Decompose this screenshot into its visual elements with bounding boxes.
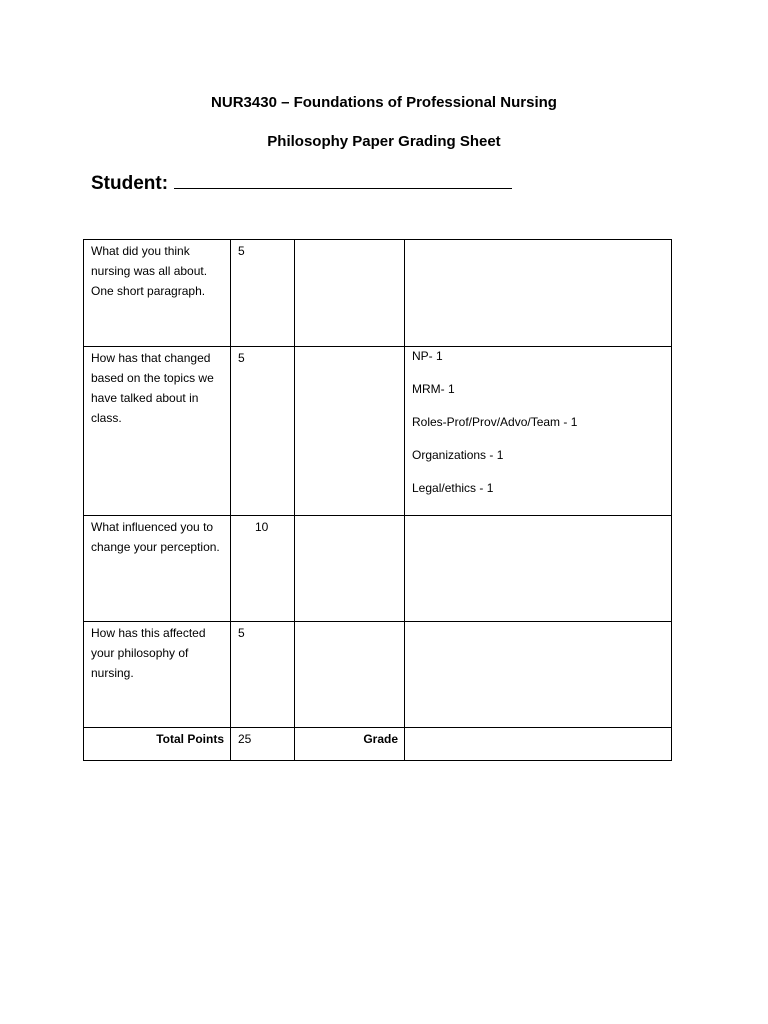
table-row <box>84 516 672 622</box>
score-cell <box>295 347 405 516</box>
student-name-blank <box>174 171 512 189</box>
question-cell: What did you think nursing was all about. One short paragraph. <box>84 240 231 347</box>
question-cell: What influenced you to change your perception. <box>84 516 231 622</box>
score-cell <box>295 622 405 728</box>
grading-table <box>83 239 672 761</box>
student-field <box>91 171 512 195</box>
criteria-item: MRM- 1 <box>412 382 455 396</box>
criteria-item: Legal/ethics - 1 <box>412 481 494 495</box>
table-row <box>84 622 672 728</box>
criteria-item: NP- 1 <box>412 349 443 363</box>
points-cell: 5 <box>231 622 295 728</box>
criteria-item: Organizations - 1 <box>412 448 504 462</box>
points-cell: 5 <box>231 347 295 516</box>
points-cell: 5 <box>231 240 295 347</box>
score-cell <box>295 240 405 347</box>
sheet-title: Philosophy Paper Grading Sheet <box>267 133 501 150</box>
grade-value <box>405 728 672 761</box>
criteria-list <box>412 348 665 513</box>
notes-cell <box>405 347 672 516</box>
notes-cell <box>405 516 672 622</box>
question-cell: How has this affected your philosophy of nursing. <box>84 622 231 728</box>
table-row <box>84 240 672 347</box>
course-title: NUR3430 – Foundations of Professional Nursing <box>211 94 557 111</box>
notes-cell <box>405 622 672 728</box>
grade-label: Grade <box>295 728 405 761</box>
criteria-item: Roles-Prof/Prov/Advo/Team - 1 <box>412 415 578 429</box>
total-row <box>84 728 672 761</box>
table-row <box>84 347 672 516</box>
points-cell: 10 <box>231 516 295 622</box>
total-points-value: 25 <box>231 728 295 761</box>
notes-cell <box>405 240 672 347</box>
student-label: Student: <box>91 173 169 194</box>
score-cell <box>295 516 405 622</box>
question-cell: How has that changed based on the topics we have talked about in class. <box>84 347 231 516</box>
total-points-label: Total Points <box>84 728 231 761</box>
